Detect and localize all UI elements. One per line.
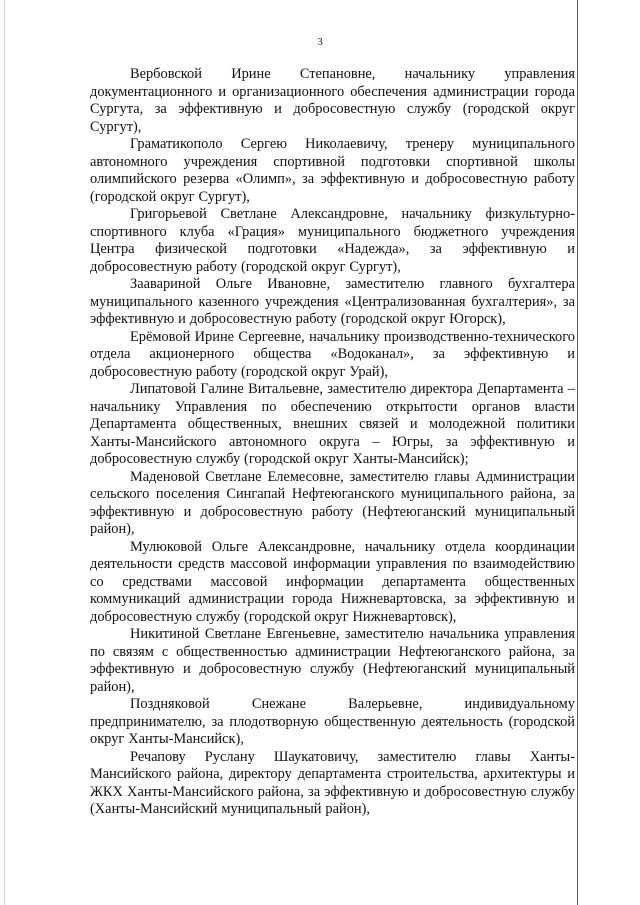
award-list [90,66,575,819]
award-paragraph: Граматикополо Сергею Николаевичу, тренеру муниципального автономного учреждения спортивной подготовки спортивной школы олимпийского резерва «Олимп», за эффективную и добросовестную работу (городской округ Сургут), [90,136,575,205]
award-paragraph: Григорьевой Светлане Александровне, начальнику физкультурно-спортивного клуба «Грация» муниципального бюджетного учреждения Центра физической подготовки «Надежда», за эффективную и добросовестную работу (городской округ Сургут), [90,206,575,275]
scan-edge-line-left [4,0,5,905]
award-paragraph: Никитиной Светлане Евгеньевне, заместителю начальника управления по связям с общественностью администрации Нефтеюганского района, за эффективную и добросовестную службу (Нефтеюганский муниципальный район), [90,626,575,695]
award-paragraph: Речапову Руслану Шаукатовичу, заместителю главы Ханты-Мансийского района, директору департамента строительства, архитектуры и ЖКХ Ханты-Мансийского района, за эффективную и добросовестную службу (Ханты-Мансийский муниципальный район), [90,748,575,817]
award-paragraph: Маденовой Светлане Елемесовне, заместителю главы Администрации сельского поселения Сингапай Нефтеюганского муниципального района, за эффективную и добросовестную работу (Нефтеюганский муниципальный район), [90,468,575,537]
page-number: 3 [317,36,323,48]
award-paragraph: Вербовской Ирине Степановне, начальнику управления документационного и организационного обеспечения администрации города Сургута, за эффективную и добросовестную службу (городской округ Сургут), [90,66,575,135]
award-paragraph: Поздняковой Снежане Валерьевне, индивидуальному предпринимателю, за плодотворную общественную деятельность (городской округ Ханты-Мансийск), [90,696,575,747]
scan-edge-line-right [577,0,578,905]
award-paragraph: Ерёмовой Ирине Сергеевне, начальнику производственно-технического отдела акционерного общества «Водоканал», за эффективную и добросовестную работу (городской округ Урай), [90,328,575,380]
award-paragraph: Заавариной Ольге Ивановне, заместителю главного бухгалтера муниципального казенного учреждения «Централизованная бухгалтерия», за эффективную и добросовестную работу (городской округ Югорск), [90,276,575,327]
award-paragraph: Липатовой Галине Витальевне, заместителю директора Департамента – начальнику Управления по обеспечению открытости органов власти Департамента общественных, внешних связей и молодежной политики Ханты-Мансийского автономного округа – Югры, за эффективную и добросовестную службу (городской округ Ханты-Мансийск); [90,381,575,467]
award-paragraph: Мулюковой Ольге Александровне, начальнику отдела координации деятельности средств массовой информации управления по взаимодействию со средствами массовой информации департамента общественных коммуникаций администрации города Нижневартовска, за эффективную и добросовестную службу (городской округ Нижневартовск), [90,538,575,625]
